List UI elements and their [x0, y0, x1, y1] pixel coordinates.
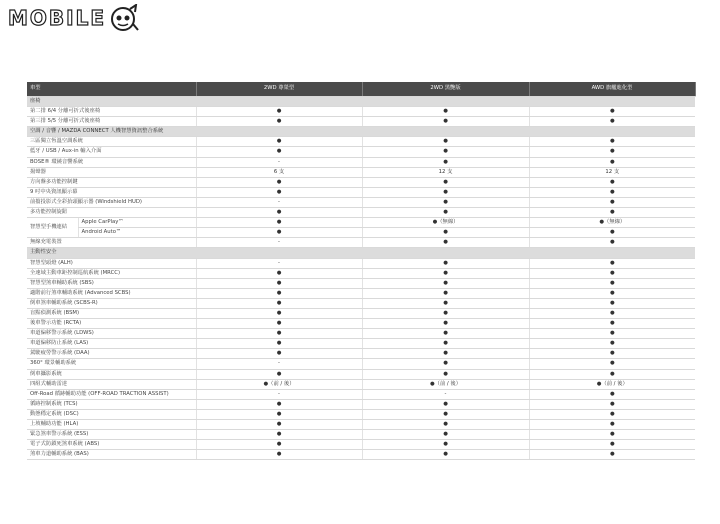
spec-row — [27, 389, 695, 399]
spec-value-trim-1: ● — [196, 369, 362, 379]
spec-row — [27, 197, 695, 207]
spec-value-trim-3: ● — [529, 430, 695, 440]
spec-value-trim-1: ● — [196, 409, 362, 419]
spec-row — [27, 430, 695, 440]
spec-value-trim-1: - — [196, 359, 362, 369]
spec-value-trim-2: ● — [362, 319, 529, 329]
spec-value-trim-1: ● — [196, 147, 362, 157]
spec-value-trim-3: ● — [529, 409, 695, 419]
section-header — [27, 97, 695, 107]
spec-value-trim-3: ● — [529, 278, 695, 288]
section-header — [27, 127, 695, 137]
header-trim-2: 2WD 黑艷版 — [362, 82, 529, 97]
spec-row — [27, 147, 695, 157]
spec-row — [27, 450, 695, 460]
feature-label: 前擋投影式全彩抬頭顯示器 (Windshield HUD) — [27, 197, 196, 207]
section-title: 座椅 — [27, 97, 695, 107]
spec-value-trim-3: ● — [529, 399, 695, 409]
spec-row — [27, 409, 695, 419]
spec-value-trim-2: ●（無線） — [362, 218, 529, 228]
spec-value-trim-3: ● — [529, 369, 695, 379]
feature-label: 四組式輔助雷達 — [27, 379, 196, 389]
spec-row — [27, 349, 695, 359]
spec-value-trim-2: ● — [362, 308, 529, 318]
spec-value-trim-2: ● — [362, 197, 529, 207]
spec-value-trim-1: - — [196, 389, 362, 399]
feature-label: 倒車攝影系統 — [27, 369, 196, 379]
spec-value-trim-3: ● — [529, 157, 695, 167]
header-trim-1: 2WD 尊榮型 — [196, 82, 362, 97]
spec-row — [27, 107, 695, 117]
brand-logo — [8, 5, 140, 31]
spec-value-trim-3: ● — [529, 349, 695, 359]
spec-value-trim-1: ● — [196, 308, 362, 318]
spec-value-trim-1: ● — [196, 339, 362, 349]
spec-value-trim-1: ● — [196, 420, 362, 430]
spec-value-trim-1: ● — [196, 430, 362, 440]
spec-value-trim-2: ● — [362, 329, 529, 339]
feature-label: 智慧型煞車輔助系統 (SBS) — [27, 278, 196, 288]
spec-value-trim-2: ● — [362, 339, 529, 349]
spec-row — [27, 329, 695, 339]
spec-value-trim-2: ● — [362, 187, 529, 197]
spec-value-trim-1: ● — [196, 440, 362, 450]
spec-row — [27, 308, 695, 318]
spec-value-trim-1: ● — [196, 107, 362, 117]
feature-label: 360° 環景輔助系統 — [27, 359, 196, 369]
header-trim-3: AWD 旗艦進化型 — [529, 82, 695, 97]
spec-row — [27, 288, 695, 298]
feature-label: 揚聲器 — [27, 167, 196, 177]
spec-value-trim-3: ● — [529, 197, 695, 207]
spec-value-trim-2: ● — [362, 430, 529, 440]
spec-row — [27, 167, 695, 177]
spec-value-trim-3: ● — [529, 319, 695, 329]
spec-value-trim-2: ● — [362, 288, 529, 298]
feature-label: 第二排 6/4 分離可折式後座椅 — [27, 107, 196, 117]
feature-sub-label: Apple CarPlay™ — [78, 218, 196, 228]
spec-value-trim-2: ● — [362, 399, 529, 409]
spec-row — [27, 440, 695, 450]
spec-row — [27, 399, 695, 409]
feature-label: 後車警示功能 (RCTA) — [27, 319, 196, 329]
spec-value-trim-3: ● — [529, 298, 695, 308]
spec-value-trim-3: ● — [529, 268, 695, 278]
spec-value-trim-1: ● — [196, 298, 362, 308]
spec-value-trim-1: - — [196, 197, 362, 207]
feature-label: 方向盤多功能控制鍵 — [27, 177, 196, 187]
spec-row — [27, 379, 695, 389]
spec-value-trim-1: ● — [196, 278, 362, 288]
feature-group-label: 智慧型手機連結 — [27, 218, 78, 238]
spec-value-trim-2: ● — [362, 117, 529, 127]
feature-label: 盲點偵測系統 (BSM) — [27, 308, 196, 318]
spec-row — [27, 268, 695, 278]
spec-value-trim-2: ● — [362, 107, 529, 117]
feature-sub-label: Android Auto™ — [78, 228, 196, 238]
spec-value-trim-2: - — [362, 389, 529, 399]
feature-label: 三區獨立恆溫空調系統 — [27, 137, 196, 147]
feature-label: 9 吋中央資訊顯示幕 — [27, 187, 196, 197]
spec-value-trim-3: ● — [529, 208, 695, 218]
spec-value-trim-3: ● — [529, 389, 695, 399]
robot-mascot-icon — [108, 4, 140, 32]
spec-value-trim-2: ● — [362, 369, 529, 379]
feature-label: 車道偏移警示系統 (LDWS) — [27, 329, 196, 339]
section-header — [27, 248, 695, 258]
spec-value-trim-3: ● — [529, 117, 695, 127]
spec-value-trim-1: ● — [196, 399, 362, 409]
spec-value-trim-1: ● — [196, 208, 362, 218]
spec-row — [27, 258, 695, 268]
spec-row — [27, 420, 695, 430]
spec-value-trim-3: 12 支 — [529, 167, 695, 177]
logo-text: MOBILE — [8, 6, 106, 30]
feature-label: 電子式防鎖死煞車系統 (ABS) — [27, 440, 196, 450]
spec-value-trim-1: ● — [196, 137, 362, 147]
spec-value-trim-1: ● — [196, 177, 362, 187]
spec-value-trim-2: ● — [362, 420, 529, 430]
spec-value-trim-2: 12 支 — [362, 167, 529, 177]
spec-value-trim-2: ● — [362, 238, 529, 248]
spec-value-trim-2: ● — [362, 349, 529, 359]
spec-value-trim-1: - — [196, 238, 362, 248]
spec-value-trim-1: ● — [196, 187, 362, 197]
spec-value-trim-2: ● — [362, 359, 529, 369]
spec-value-trim-2: ● — [362, 450, 529, 460]
spec-value-trim-3: ● — [529, 177, 695, 187]
spec-value-trim-2: ●（前 / 後） — [362, 379, 529, 389]
spec-value-trim-3: ● — [529, 288, 695, 298]
spec-value-trim-1: - — [196, 258, 362, 268]
feature-label: 緊急煞車警示系統 (ESS) — [27, 430, 196, 440]
spec-row — [27, 359, 695, 369]
feature-label: 煞車力道輔助系統 (BAS) — [27, 450, 196, 460]
feature-label: 第三排 5/5 分離可折式後座椅 — [27, 117, 196, 127]
spec-value-trim-1: - — [196, 157, 362, 167]
spec-row — [27, 177, 695, 187]
feature-label: 循跡控制系統 (TCS) — [27, 399, 196, 409]
spec-value-trim-1: ● — [196, 349, 362, 359]
spec-row — [27, 208, 695, 218]
spec-value-trim-3: ● — [529, 339, 695, 349]
feature-label: 智慧型頭燈 (ALH) — [27, 258, 196, 268]
spec-row — [27, 339, 695, 349]
feature-label: 無線充電裝置 — [27, 238, 196, 248]
spec-value-trim-1: 6 支 — [196, 167, 362, 177]
spec-value-trim-2: ● — [362, 268, 529, 278]
spec-row — [27, 137, 695, 147]
spec-value-trim-3: ● — [529, 440, 695, 450]
spec-value-trim-2: ● — [362, 177, 529, 187]
spec-value-trim-2: ● — [362, 228, 529, 238]
spec-value-trim-2: ● — [362, 440, 529, 450]
feature-label: 適階前行煞車輔助系統 (Advanced SCBS) — [27, 288, 196, 298]
spec-value-trim-2: ● — [362, 157, 529, 167]
spec-value-trim-1: ● — [196, 268, 362, 278]
spec-table — [27, 82, 696, 460]
section-title: 空調 / 音響 / MAZDA CONNECT 人機智慧資訊整合系統 — [27, 127, 695, 137]
spec-value-trim-3: ● — [529, 258, 695, 268]
spec-value-trim-2: ● — [362, 137, 529, 147]
spec-row — [27, 117, 695, 127]
feature-label: 動態穩定系統 (DSC) — [27, 409, 196, 419]
spec-value-trim-3: ● — [529, 228, 695, 238]
feature-label: BOSE® 環繞音響系統 — [27, 157, 196, 167]
spec-value-trim-2: ● — [362, 409, 529, 419]
spec-row — [27, 319, 695, 329]
section-title: 主動性安全 — [27, 248, 695, 258]
spec-header-row — [27, 82, 695, 97]
spec-value-trim-3: ● — [529, 137, 695, 147]
spec-value-trim-3: ● — [529, 308, 695, 318]
spec-subrow — [27, 228, 695, 238]
feature-label: 駕駛疲勞警示系統 (DAA) — [27, 349, 196, 359]
spec-value-trim-1: ●（前 / 後） — [196, 379, 362, 389]
spec-value-trim-1: ● — [196, 450, 362, 460]
spec-row — [27, 369, 695, 379]
spec-value-trim-1: ● — [196, 319, 362, 329]
spec-value-trim-2: ● — [362, 147, 529, 157]
spec-subrow — [27, 218, 695, 228]
spec-value-trim-3: ● — [529, 420, 695, 430]
spec-value-trim-1: ● — [196, 329, 362, 339]
spec-value-trim-3: ● — [529, 147, 695, 157]
spec-value-trim-3: ● — [529, 187, 695, 197]
spec-value-trim-2: ● — [362, 298, 529, 308]
spec-value-trim-3: ● — [529, 238, 695, 248]
spec-value-trim-1: ● — [196, 117, 362, 127]
feature-label: 上坡輔助功能 (HLA) — [27, 420, 196, 430]
spec-value-trim-1: ● — [196, 228, 362, 238]
spec-value-trim-3: ● — [529, 107, 695, 117]
feature-label: 藍牙 / USB / Aux-in 輸入介面 — [27, 147, 196, 157]
spec-value-trim-3: ● — [529, 329, 695, 339]
spec-value-trim-3: ● — [529, 359, 695, 369]
feature-label: 倒車煞車輔助系統 (SCBS-R) — [27, 298, 196, 308]
feature-label: Off-Road 循跡輔助功能 (OFF-ROAD TRACTION ASSIST) — [27, 389, 196, 399]
spec-value-trim-2: ● — [362, 258, 529, 268]
spec-row — [27, 298, 695, 308]
spec-row — [27, 278, 695, 288]
spec-value-trim-1: ● — [196, 288, 362, 298]
spec-value-trim-3: ● — [529, 450, 695, 460]
feature-label: 多功能控制旋鈕 — [27, 208, 196, 218]
spec-value-trim-3: ●（無線） — [529, 218, 695, 228]
spec-value-trim-2: ● — [362, 278, 529, 288]
spec-row — [27, 238, 695, 248]
spec-row — [27, 187, 695, 197]
feature-label: 全速域主動車距控制巡航系統 (MRCC) — [27, 268, 196, 278]
header-model-label: 車型 — [27, 82, 196, 97]
spec-value-trim-2: ● — [362, 208, 529, 218]
spec-row — [27, 157, 695, 167]
spec-value-trim-1: ● — [196, 218, 362, 228]
spec-value-trim-3: ●（前 / 後） — [529, 379, 695, 389]
feature-label: 車道偏移防止系統 (LAS) — [27, 339, 196, 349]
